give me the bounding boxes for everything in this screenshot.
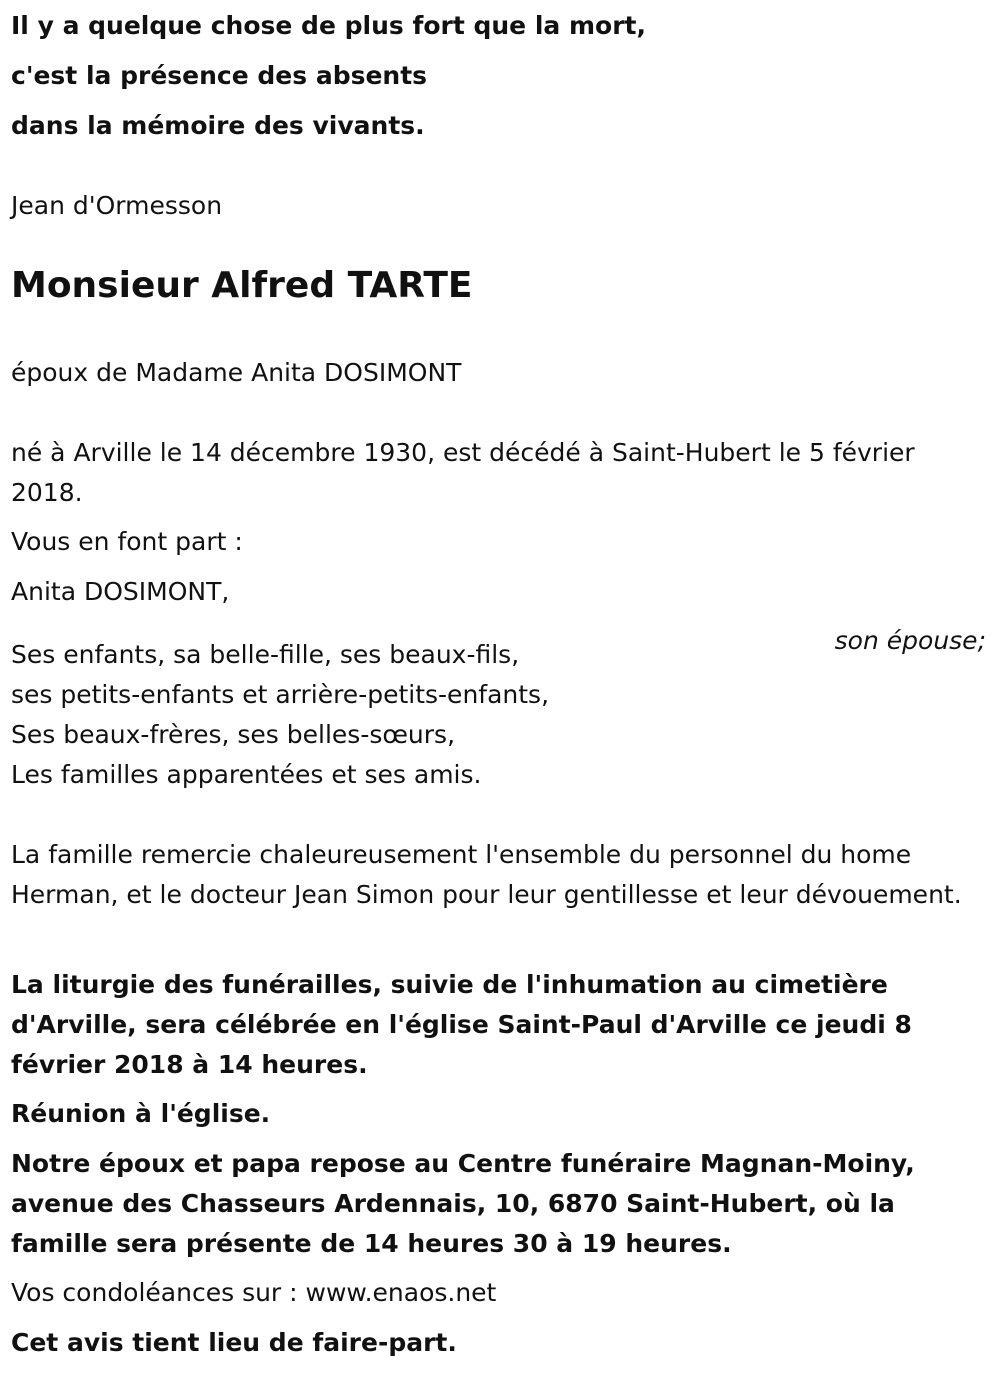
- notice-line: Cet avis tient lieu de faire-part.: [11, 1328, 457, 1357]
- deceased-name: Monsieur Alfred TARTE: [11, 265, 473, 306]
- announcers-intro: Vous en font part :: [11, 527, 243, 556]
- quote-line-1: Il y a quelque chose de plus fort que la mort,: [11, 11, 646, 40]
- quote-line-2: c'est la présence des absents: [11, 61, 428, 90]
- spouse-role: son épouse;: [834, 626, 986, 655]
- liturgy-paragraph: La liturgie des funérailles, suivie de l'inhumation au cimetière d'Arville, sera célébrée en l'église Saint-Paul d'Arville ce jeudi 8 février 2018 à 14 heures.: [11, 970, 912, 1079]
- spouse-line: époux de Madame Anita DOSIMONT: [11, 358, 462, 387]
- family-line-4: Les familles apparentées et ses amis.: [11, 760, 482, 789]
- condolences-line: Vos condoléances sur : www.enaos.net: [11, 1278, 497, 1307]
- family-line-2: ses petits-enfants et arrière-petits-enfants,: [11, 680, 550, 709]
- thanks-paragraph: La famille remercie chaleureusement l'ensemble du personnel du home Herman, et le docteur Jean Simon pour leur gentillesse et leur dévouement.: [11, 840, 962, 909]
- quote-line-3: dans la mémoire des vivants.: [11, 111, 425, 140]
- birth-death-line: né à Arville le 14 décembre 1930, est décédé à Saint-Hubert le 5 février 2018.: [11, 438, 915, 507]
- spouse-name: Anita DOSIMONT,: [11, 577, 230, 606]
- meeting-line: Réunion à l'église.: [11, 1099, 271, 1128]
- viewing-paragraph: Notre époux et papa repose au Centre funéraire Magnan-Moiny, avenue des Chasseurs Ardennais, 10, 6870 Saint-Hubert, où la famille sera présente de 14 heures 30 à 19 heures.: [11, 1149, 915, 1258]
- family-line-1: Ses enfants, sa belle-fille, ses beaux-fils,: [11, 640, 520, 669]
- quote-author: Jean d'Ormesson: [11, 191, 223, 220]
- family-line-3: Ses beaux-frères, ses belles-sœurs,: [11, 720, 456, 749]
